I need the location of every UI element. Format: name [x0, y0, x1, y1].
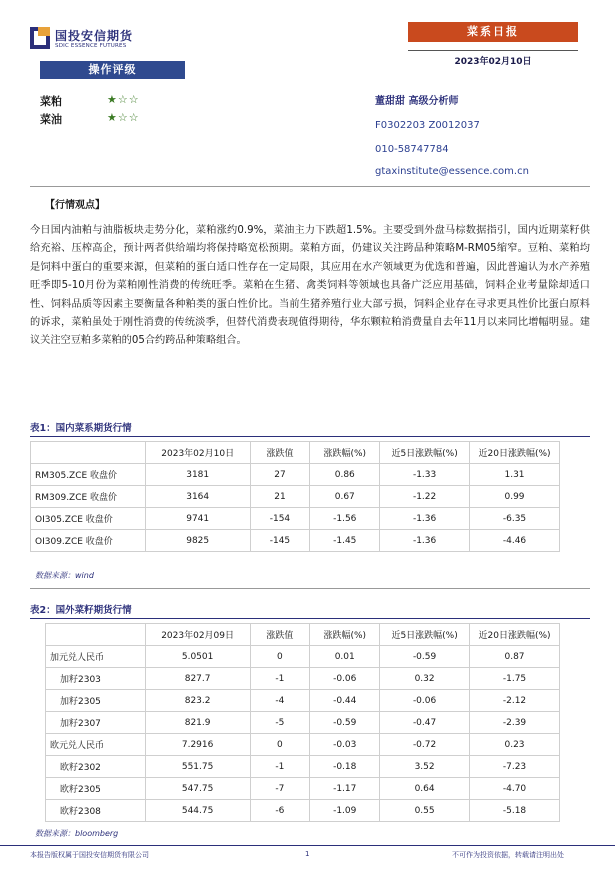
rating-stars-icon: ★☆☆: [107, 93, 140, 106]
row-label: 加元兑人民币: [46, 646, 146, 668]
rating-stars-icon: ★☆☆: [107, 111, 140, 124]
table-cell: -5.18: [470, 800, 560, 822]
footer-divider: [0, 845, 615, 846]
section-divider: [30, 588, 590, 589]
table-row: [46, 734, 560, 756]
market-view-title: 【行情观点】: [45, 200, 105, 211]
report-date: 2023年02月10日: [454, 57, 532, 67]
logo-mark-icon: [30, 27, 50, 49]
table-cell: -6: [250, 800, 310, 822]
table2-source: 数据来源：bloomberg: [35, 829, 119, 838]
table-cell: -1.56: [310, 508, 380, 530]
table-cell: 0: [250, 646, 310, 668]
analyst-license: F0302203 Z0012037: [375, 120, 480, 131]
table-header-cell: 近5日涨跌幅(%): [380, 442, 470, 464]
company-logo: [30, 24, 180, 54]
analyst-phone: 010-58747784: [375, 144, 449, 155]
logo-name-en: SDIC ESSENCE FUTURES: [55, 43, 127, 49]
table-cell: 547.75: [145, 778, 250, 800]
table-cell: -1.17: [310, 778, 380, 800]
table-cell: 1.31: [470, 464, 560, 486]
table-cell: -0.59: [310, 712, 380, 734]
table-cell: 0.67: [310, 486, 380, 508]
row-label: 加籽2303: [46, 668, 146, 690]
table-cell: 821.9: [145, 712, 250, 734]
table-cell: -1: [250, 756, 310, 778]
table-header-cell: 近20日涨跌幅(%): [470, 442, 560, 464]
table-cell: -7: [250, 778, 310, 800]
table-cell: -0.72: [380, 734, 470, 756]
table-row: [46, 756, 560, 778]
footer-copyright: 本报告版权属于国投安信期货有限公司: [30, 851, 149, 859]
table-cell: -1.33: [380, 464, 470, 486]
table-cell: -0.18: [310, 756, 380, 778]
table-header-cell: [31, 442, 146, 464]
table-header-cell: 近20日涨跌幅(%): [470, 624, 560, 646]
table-cell: -4.70: [470, 778, 560, 800]
table-cell: 9825: [145, 530, 250, 552]
table1-rule: [30, 436, 590, 437]
table-cell: -4.46: [470, 530, 560, 552]
table-cell: -145: [250, 530, 310, 552]
table-cell: -2.39: [470, 712, 560, 734]
foreign-futures-table: [45, 623, 560, 822]
report-type-banner: 菜系日报: [408, 22, 578, 42]
row-label: RM305.ZCE 收盘价: [31, 464, 146, 486]
table-cell: 0.01: [310, 646, 380, 668]
section-divider: [30, 186, 590, 187]
table1-title: 表1：国内菜系期货行情: [30, 423, 132, 434]
table1-source: 数据来源：wind: [35, 571, 94, 580]
table-cell: -2.12: [470, 690, 560, 712]
rating-header: 操作评级: [40, 61, 185, 79]
table-row: [46, 646, 560, 668]
row-label: 欧元兑人民币: [46, 734, 146, 756]
table-cell: 0.23: [470, 734, 560, 756]
table-cell: -1.36: [380, 530, 470, 552]
footer-disclaimer: 不可作为投资依据，转载请注明出处: [452, 851, 564, 859]
table-row: [46, 778, 560, 800]
table-header-cell: [46, 624, 146, 646]
table-header-cell: 近5日涨跌幅(%): [380, 624, 470, 646]
row-label: 加籽2305: [46, 690, 146, 712]
table-row: [31, 486, 560, 508]
table-row: [46, 690, 560, 712]
table-cell: -1.22: [380, 486, 470, 508]
page-number: 1: [305, 850, 310, 858]
table-cell: -4: [250, 690, 310, 712]
table-cell: 0.55: [380, 800, 470, 822]
row-label: RM309.ZCE 收盘价: [31, 486, 146, 508]
table-cell: -0.06: [310, 668, 380, 690]
table-cell: -154: [250, 508, 310, 530]
table-cell: -1.09: [310, 800, 380, 822]
table-row: [46, 800, 560, 822]
row-label: 欧籽2302: [46, 756, 146, 778]
table2-rule: [30, 618, 590, 619]
table-cell: 0.87: [470, 646, 560, 668]
table-cell: -0.44: [310, 690, 380, 712]
table-cell: -1.75: [470, 668, 560, 690]
table-cell: 5.0501: [145, 646, 250, 668]
table-cell: -6.35: [470, 508, 560, 530]
table-cell: 827.7: [145, 668, 250, 690]
table-header-cell: 涨跌幅(%): [310, 442, 380, 464]
table-cell: -0.06: [380, 690, 470, 712]
table-cell: -0.59: [380, 646, 470, 668]
table-row: [31, 530, 560, 552]
table-header-cell: 2023年02月10日: [145, 442, 250, 464]
table-row: [31, 464, 560, 486]
analyst-name: 董甜甜 高级分析师: [375, 96, 459, 107]
logo-name-cn: 国投安信期货: [55, 29, 134, 43]
table-cell: 0.86: [310, 464, 380, 486]
table-header-cell: 涨跌幅(%): [310, 624, 380, 646]
table-cell: -1.45: [310, 530, 380, 552]
table-cell: -7.23: [470, 756, 560, 778]
domestic-futures-table: [30, 441, 560, 552]
table-cell: -1.36: [380, 508, 470, 530]
table-cell: -1: [250, 668, 310, 690]
table-header-cell: 涨跌值: [250, 442, 310, 464]
table-cell: 0.32: [380, 668, 470, 690]
table-cell: 9741: [145, 508, 250, 530]
table-cell: -0.47: [380, 712, 470, 734]
rating-item-name: 菜油: [40, 113, 62, 126]
table-header-cell: 2023年02月09日: [145, 624, 250, 646]
row-label: OI305.ZCE 收盘价: [31, 508, 146, 530]
table-cell: 3164: [145, 486, 250, 508]
table-cell: 823.2: [145, 690, 250, 712]
table-row: [46, 668, 560, 690]
table-cell: 21: [250, 486, 310, 508]
table-header-row: [31, 442, 560, 464]
table-cell: 0.99: [470, 486, 560, 508]
table-cell: 7.2916: [145, 734, 250, 756]
table-cell: 3181: [145, 464, 250, 486]
table-cell: 0.64: [380, 778, 470, 800]
table-row: [31, 508, 560, 530]
table-header-row: [46, 624, 560, 646]
table-cell: -5: [250, 712, 310, 734]
header-divider: [408, 50, 578, 51]
rating-item-name: 菜粕: [40, 95, 62, 108]
table-cell: 0: [250, 734, 310, 756]
table-cell: 551.75: [145, 756, 250, 778]
table-cell: -0.03: [310, 734, 380, 756]
table-row: [46, 712, 560, 734]
table-header-cell: 涨跌值: [250, 624, 310, 646]
table-cell: 3.52: [380, 756, 470, 778]
row-label: 加籽2307: [46, 712, 146, 734]
market-view-text: 今日国内油粕与油脂板块走势分化，菜粕涨约0.9%，菜油主力下跌超1.5%。主要受到外盘马棕数据指引，国内近期菜籽供给充裕、压榨高企，预计两者供给端均将保持略宽松预期。菜粕方面，仍建议关注跨品种策略M-RM05缩窄。豆粕、菜粕均是饲料中蛋白的重要来源，但菜粕的蛋白适口性存在一定局限，其应用在水产领域更为优选和普遍，因此普遍认为水产养殖旺季即5-10月份为菜粕刚性消费的传统旺季。菜粕在生猪、禽类饲料等领域也具备广泛应用基础，饲料企业考量除却适口性、饲料品质等因素主要衡量各种粕类的蛋白性价比。当前生猪养殖行业大部亏损，饲料企业存在寻求更具性价比蛋白原料的诉求，菜粕虽处于刚性消费的传统淡季，但替代消费表现值得期待，华东颗粒粕消费量自去年11月以来同比增幅明显。建议关注空豆粕多菜粕的05合约跨品种策略组合。: [30, 225, 590, 347]
table-cell: 27: [250, 464, 310, 486]
table2-title: 表2：国外菜籽期货行情: [30, 605, 132, 616]
row-label: 欧籽2305: [46, 778, 146, 800]
analyst-email[interactable]: gtaxinstitute@essence.com.cn: [375, 166, 529, 177]
row-label: OI309.ZCE 收盘价: [31, 530, 146, 552]
row-label: 欧籽2308: [46, 800, 146, 822]
table-cell: 544.75: [145, 800, 250, 822]
